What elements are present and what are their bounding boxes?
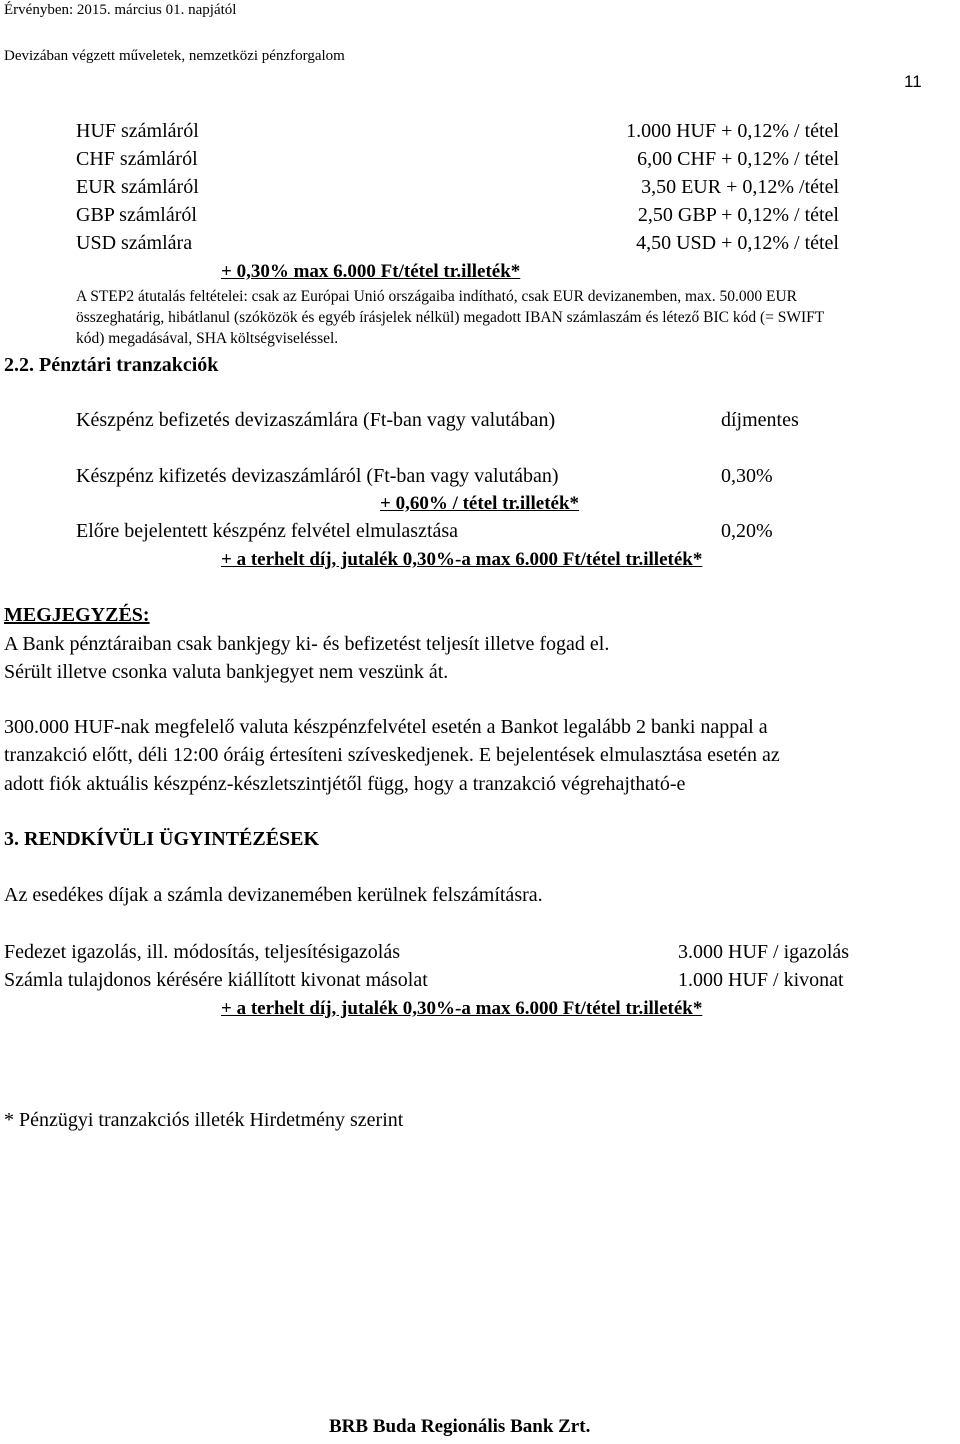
note-title: MEGJEGYZÉS: <box>4 604 150 626</box>
missed-extra: + a terhelt díj, jutalék 0,30%-a max 6.000 Ft/tétel tr.illeték* <box>221 549 703 570</box>
special-fee-extra: + a terhelt díj, jutalék 0,30%-a max 6.000 Ft/tétel tr.illeték* <box>221 998 703 1019</box>
page-number: 11 <box>904 72 922 91</box>
note-paragraph-line: adott fiók aktuális készpénz-készletszintjétől függ, hogy a tranzakció végrehajtható-e <box>4 773 686 795</box>
fee-row-value: 3,50 EUR + 0,12% /tétel <box>641 176 839 198</box>
section-title: 3. RENDKÍVÜLI ÜGYINTÉZÉSEK <box>4 828 320 850</box>
fee-row-value: 1.000 HUF + 0,12% / tétel <box>626 120 839 142</box>
special-fee-label: Fedezet igazolás, ill. módosítás, teljesítésigazolás <box>4 941 401 963</box>
note-line: Sérült illetve csonka valuta bankjegyet nem veszünk át. <box>4 661 449 683</box>
step2-note-line: összeghatárig, hibátlanul (szóközök és egyéb írásjelek nélkül) megadott IBAN számlaszám és létező BIC kód (= SWIFT <box>76 309 825 326</box>
withdraw-extra: + 0,60% / tétel tr.illeték* <box>380 493 580 514</box>
fee-row-label: USD számlára <box>76 232 193 254</box>
section-intro: Az esedékes díjak a számla devizanemében kerülnek felszámításra. <box>4 884 543 906</box>
section-header: Devizában végzett műveletek, nemzetközi pénzforgalom <box>4 48 345 64</box>
fee-extra-charge: + 0,30% max 6.000 Ft/tétel tr.illeték* <box>221 261 521 282</box>
fee-row-label: CHF számláról <box>76 148 198 170</box>
missed-label: Előre bejelentett készpénz felvétel elmulasztása <box>76 520 459 542</box>
fee-row-label: GBP számláról <box>76 204 197 226</box>
special-fee-value: 3.000 HUF / igazolás <box>678 941 850 963</box>
deposit-value: díjmentes <box>721 409 799 431</box>
withdraw-label: Készpénz kifizetés devizaszámláról (Ft-ban vagy valutában) <box>76 465 559 487</box>
note-line: A Bank pénztáraiban csak bankjegy ki- és befizetést teljesít illetve fogad el. <box>4 633 610 655</box>
fee-row-value: 4,50 USD + 0,12% / tétel <box>636 232 839 254</box>
withdraw-value: 0,30% <box>721 465 773 487</box>
special-fee-label: Számla tulajdonos kérésére kiállított kivonat másolat <box>4 969 428 991</box>
fee-row-value: 2,50 GBP + 0,12% / tétel <box>637 204 839 226</box>
footer-bank-name: BRB Buda Regionális Bank Zrt. <box>329 1416 591 1437</box>
deposit-label: Készpénz befizetés devizaszámlára (Ft-ban vagy valutában) <box>76 409 556 431</box>
section-title: 2.2. Pénztári tranzakciók <box>4 354 219 376</box>
validity-header: Érvényben: 2015. március 01. napjától <box>4 2 237 18</box>
special-fee-value: 1.000 HUF / kivonat <box>678 969 844 991</box>
fee-row-label: HUF számláról <box>76 120 199 142</box>
note-paragraph-line: 300.000 HUF-nak megfelelő valuta készpénzfelvétel esetén a Bankot legalább 2 banki nappal a <box>4 716 768 738</box>
step2-note-line: kód) megadásával, SHA költségviseléssel. <box>76 330 339 347</box>
footnote: * Pénzügyi tranzakciós illeték Hirdetmény szerint <box>4 1109 404 1131</box>
fee-row-label: EUR számláról <box>76 176 199 198</box>
note-paragraph-line: tranzakció előtt, déli 12:00 óráig értesíteni szíveskedjenek. E bejelentések elmulasztása esetén az <box>4 744 780 766</box>
fee-row-value: 6,00 CHF + 0,12% / tétel <box>637 148 839 170</box>
step2-note-line: A STEP2 átutalás feltételei: csak az Európai Unió országaiba indítható, csak EUR devizanemben, max. 50.000 EUR <box>76 288 797 305</box>
missed-value: 0,20% <box>721 520 773 542</box>
